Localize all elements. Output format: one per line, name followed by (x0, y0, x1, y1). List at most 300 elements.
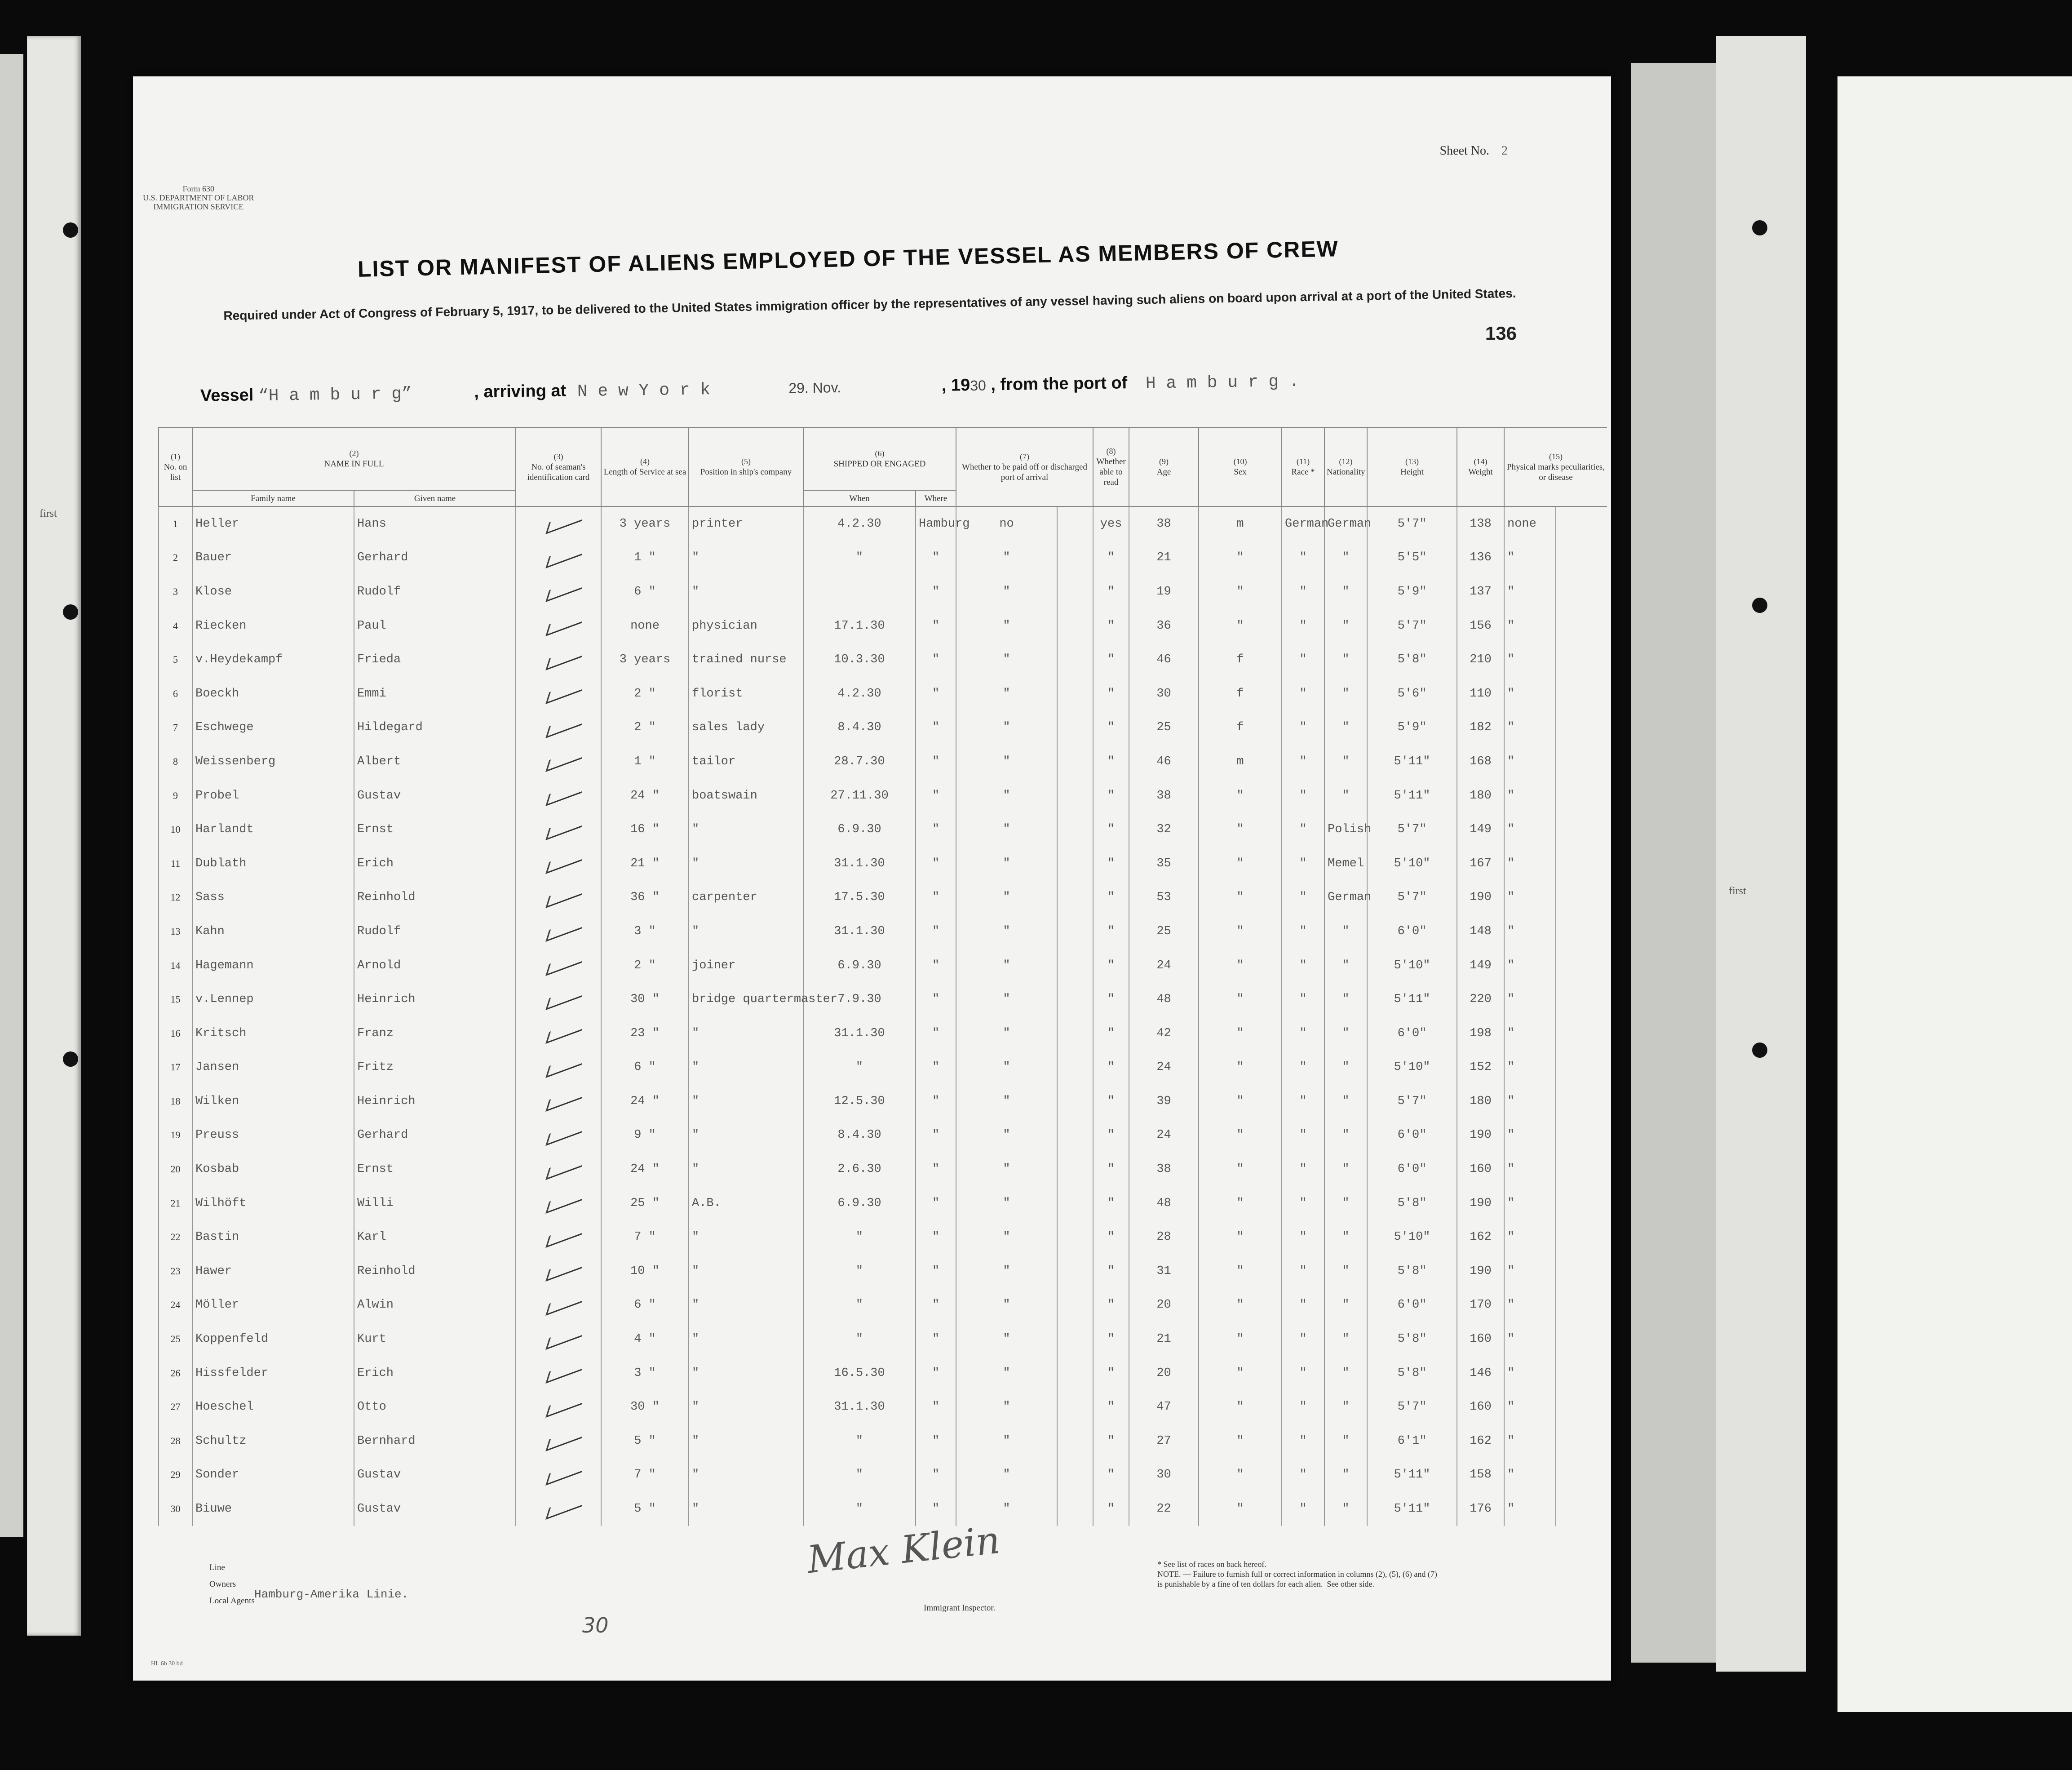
cell-no: 12 (159, 881, 192, 915)
cell-weight: 220 (1457, 982, 1504, 1016)
cell-paid: " (956, 1288, 1057, 1322)
cell-family: Schultz (192, 1424, 354, 1458)
cell-paid: " (956, 609, 1057, 643)
cell-family: Hagemann (192, 949, 354, 983)
cell-read: " (1093, 1118, 1129, 1153)
checkmark-icon (545, 1189, 585, 1214)
cell-family: Riecken (192, 609, 354, 643)
cell-nat: " (1324, 1152, 1367, 1186)
cell-no: 28 (159, 1424, 192, 1458)
cell-race: " (1282, 914, 1324, 949)
table-row (159, 1458, 1607, 1492)
cell-service: 6 " (601, 1051, 689, 1085)
arrival-port: N e w Y o r k (577, 380, 711, 402)
cell-family: v.Lennep (192, 982, 354, 1016)
cell-no: 22 (159, 1220, 192, 1254)
cell-race: " (1282, 541, 1324, 575)
page-number: 136 (1485, 323, 1517, 344)
cell-marks: " (1504, 812, 1555, 847)
cell-read: " (1093, 1254, 1129, 1288)
cell-where: " (916, 745, 956, 779)
cell-when: 2.6.30 (803, 1152, 916, 1186)
id-card-checkmark (516, 1424, 601, 1458)
cell-nat: " (1324, 1084, 1367, 1118)
cell-marks: " (1504, 575, 1555, 609)
punch-hole (63, 604, 78, 620)
table-row (159, 812, 1607, 847)
cell-blank (1057, 881, 1093, 915)
cell-given: Albert (354, 745, 516, 779)
cell-nat: German (1324, 881, 1367, 915)
checkmark-icon (545, 611, 585, 636)
manifest-title: LIST OR MANIFEST OF ALIENS EMPLOYED OF THE VESSEL AS MEMBERS OF CREW (357, 236, 1339, 282)
cell-when: 7.9.30 (803, 982, 916, 1016)
cell-read: " (1093, 1288, 1129, 1322)
cell-marks: " (1504, 541, 1555, 575)
cell-age: 25 (1129, 711, 1199, 745)
cell-sex: " (1199, 1390, 1282, 1424)
cell-sex: " (1199, 1492, 1282, 1526)
cell-when: " (803, 1220, 916, 1254)
cell-age: 38 (1129, 506, 1199, 541)
cell-service: 3 " (601, 914, 689, 949)
cell-paid: " (956, 1186, 1057, 1220)
cell-weight: 149 (1457, 949, 1504, 983)
cell-no: 18 (159, 1084, 192, 1118)
cell-nat: " (1324, 745, 1367, 779)
col-header-id-card: (3) No. of seaman's identification card (516, 427, 601, 506)
checkmark-icon (545, 747, 585, 772)
cell-nat: " (1324, 541, 1367, 575)
id-card-checkmark (516, 1084, 601, 1118)
table-row (159, 1152, 1607, 1186)
cell-service: 24 " (601, 1152, 689, 1186)
cell-age: 38 (1129, 1152, 1199, 1186)
cell-when: 31.1.30 (803, 1016, 916, 1051)
cell-age: 31 (1129, 1254, 1199, 1288)
cell-read: " (1093, 1492, 1129, 1526)
cell-service: none (601, 609, 689, 643)
cell-paid: " (956, 847, 1057, 881)
cell-read: " (1093, 1424, 1129, 1458)
cell-where: " (916, 541, 956, 575)
cell-age: 22 (1129, 1492, 1199, 1526)
cell-nat: " (1324, 643, 1367, 677)
cell-marks: " (1504, 1424, 1555, 1458)
checkmark-icon (545, 679, 585, 704)
cell-where: " (916, 881, 956, 915)
cell-weight: 168 (1457, 745, 1504, 779)
cell-service: 5 " (601, 1424, 689, 1458)
cell-no: 13 (159, 914, 192, 949)
cell-read: yes (1093, 506, 1129, 541)
cell-race: " (1282, 1390, 1324, 1424)
cell-blank (1057, 779, 1093, 813)
cell-height: 5'7" (1367, 506, 1457, 541)
cell-when: 6.9.30 (803, 1186, 916, 1220)
cell-marks: " (1504, 1051, 1555, 1085)
cell-position: carpenter (689, 881, 803, 915)
cell-read: " (1093, 914, 1129, 949)
cell-position: " (689, 541, 803, 575)
cell-weight: 198 (1457, 1016, 1504, 1051)
cell-blank (1057, 1084, 1093, 1118)
cell-no: 3 (159, 575, 192, 609)
cell-where: " (916, 949, 956, 983)
arrival-year: 30 (970, 377, 987, 394)
cell-blank (1556, 609, 1607, 643)
cell-blank (1556, 881, 1607, 915)
cell-paid: " (956, 1118, 1057, 1153)
cell-paid: " (956, 982, 1057, 1016)
cell-position: sales lady (689, 711, 803, 745)
id-card-checkmark (516, 1288, 601, 1322)
cell-blank (1556, 1152, 1607, 1186)
cell-race: " (1282, 982, 1324, 1016)
checkmark-icon (545, 1256, 585, 1282)
checkmark-icon (545, 509, 585, 534)
cell-sex: " (1199, 575, 1282, 609)
sheet-value: 2 (1501, 144, 1508, 158)
cell-blank (1057, 1458, 1093, 1492)
year-prefix: , 19 (941, 376, 970, 395)
cell-blank (1057, 609, 1093, 643)
cell-no: 9 (159, 779, 192, 813)
checkmark-icon (545, 1155, 585, 1180)
cell-marks: " (1504, 847, 1555, 881)
cell-nat: " (1324, 1492, 1367, 1526)
cell-blank (1556, 1288, 1607, 1322)
cell-family: Bastin (192, 1220, 354, 1254)
cell-blank (1556, 541, 1607, 575)
col-header-age: (9) Age (1129, 427, 1199, 506)
cell-race: " (1282, 711, 1324, 745)
cell-given: Gustav (354, 1492, 516, 1526)
cell-paid: " (956, 1051, 1057, 1085)
cell-when: " (803, 1424, 916, 1458)
cell-no: 24 (159, 1288, 192, 1322)
table-row (159, 677, 1607, 711)
checkmark-icon (545, 883, 585, 908)
cell-when: 6.9.30 (803, 949, 916, 983)
cell-weight: 167 (1457, 847, 1504, 881)
cell-when: 31.1.30 (803, 847, 916, 881)
cell-where: " (916, 1424, 956, 1458)
cell-marks: " (1504, 1288, 1555, 1322)
id-card-checkmark (516, 643, 601, 677)
cell-height: 6'0" (1367, 914, 1457, 949)
id-card-checkmark (516, 1254, 601, 1288)
cell-read: " (1093, 982, 1129, 1016)
from-port-label: , from the port of (991, 373, 1128, 395)
cell-service: 7 " (601, 1458, 689, 1492)
cell-weight: 160 (1457, 1322, 1504, 1356)
cell-race: " (1282, 1186, 1324, 1220)
cell-weight: 160 (1457, 1152, 1504, 1186)
cell-blank (1057, 1356, 1093, 1390)
cell-height: 5'8" (1367, 1254, 1457, 1288)
col-header-position: (5) Position in ship's company (689, 427, 803, 506)
cell-blank (1057, 1016, 1093, 1051)
cell-age: 20 (1129, 1288, 1199, 1322)
cell-blank (1556, 779, 1607, 813)
cell-age: 27 (1129, 1424, 1199, 1458)
cell-family: Preuss (192, 1118, 354, 1153)
checkmark-icon (545, 951, 585, 976)
cell-position: " (689, 1458, 803, 1492)
cell-blank (1556, 1322, 1607, 1356)
cell-height: 6'0" (1367, 1016, 1457, 1051)
cell-marks: " (1504, 1186, 1555, 1220)
cell-sex: " (1199, 812, 1282, 847)
cell-blank (1057, 643, 1093, 677)
table-row (159, 1322, 1607, 1356)
cell-position: " (689, 1220, 803, 1254)
cell-service: 9 " (601, 1118, 689, 1153)
cell-no: 1 (159, 506, 192, 541)
cell-paid: " (956, 575, 1057, 609)
cell-blank (1556, 949, 1607, 983)
cell-height: 5'8" (1367, 1356, 1457, 1390)
cell-no: 20 (159, 1152, 192, 1186)
checkmark-icon (545, 1393, 585, 1418)
inspector-label: Immigrant Inspector. (924, 1603, 996, 1613)
vessel-label: Vessel (200, 386, 254, 405)
cell-read: " (1093, 1356, 1129, 1390)
cell-marks: " (1504, 609, 1555, 643)
cell-no: 7 (159, 711, 192, 745)
table-row (159, 1084, 1607, 1118)
cell-sex: " (1199, 1220, 1282, 1254)
cell-nat: German (1324, 506, 1367, 541)
cell-nat: " (1324, 982, 1367, 1016)
cell-position: printer (689, 506, 803, 541)
cell-height: 5'8" (1367, 643, 1457, 677)
cell-when: 12.5.30 (803, 1084, 916, 1118)
cell-blank (1057, 745, 1093, 779)
owners-value: Hamburg-Amerika Linie. (254, 1588, 409, 1601)
id-card-checkmark (516, 609, 601, 643)
cell-nat: " (1324, 914, 1367, 949)
cell-height: 5'8" (1367, 1322, 1457, 1356)
cell-paid: " (956, 812, 1057, 847)
cell-blank (1057, 949, 1093, 983)
checkmark-icon (545, 1460, 585, 1486)
cell-position: trained nurse (689, 643, 803, 677)
cell-marks: " (1504, 914, 1555, 949)
adjacent-left-text: first (40, 508, 57, 519)
cell-when: " (803, 1458, 916, 1492)
cell-paid: " (956, 1254, 1057, 1288)
cell-read: " (1093, 881, 1129, 915)
cell-where: " (916, 1288, 956, 1322)
cell-service: 3 years (601, 506, 689, 541)
cell-sex: " (1199, 949, 1282, 983)
crew-manifest-table (158, 427, 1607, 1526)
cell-service: 5 " (601, 1492, 689, 1526)
checkmark-icon (545, 1053, 585, 1078)
cell-blank (1556, 914, 1607, 949)
cell-paid: " (956, 1458, 1057, 1492)
cell-position: boatswain (689, 779, 803, 813)
cell-given: Bernhard (354, 1424, 516, 1458)
cell-weight: 158 (1457, 1458, 1504, 1492)
cell-marks: " (1504, 949, 1555, 983)
cell-no: 11 (159, 847, 192, 881)
cell-family: v.Heydekampf (192, 643, 354, 677)
cell-given: Fritz (354, 1051, 516, 1085)
cell-blank (1556, 1220, 1607, 1254)
cell-nat: " (1324, 1186, 1367, 1220)
cell-race: " (1282, 1288, 1324, 1322)
cell-sex: " (1199, 1424, 1282, 1458)
cell-no: 8 (159, 745, 192, 779)
cell-nat: " (1324, 609, 1367, 643)
cell-weight: 190 (1457, 881, 1504, 915)
cell-family: Möller (192, 1288, 354, 1322)
cell-family: Probel (192, 779, 354, 813)
cell-service: 16 " (601, 812, 689, 847)
cell-age: 24 (1129, 949, 1199, 983)
cell-height: 5'9" (1367, 711, 1457, 745)
cell-when: 8.4.30 (803, 711, 916, 745)
cell-family: Klose (192, 575, 354, 609)
cell-position: " (689, 1118, 803, 1153)
cell-race: " (1282, 1254, 1324, 1288)
cell-paid: " (956, 779, 1057, 813)
cell-sex: " (1199, 779, 1282, 813)
cell-blank (1556, 847, 1607, 881)
cell-family: Kosbab (192, 1152, 354, 1186)
id-card-checkmark (516, 1016, 601, 1051)
cell-weight: 137 (1457, 575, 1504, 609)
cell-marks: " (1504, 1390, 1555, 1424)
cell-blank (1057, 1390, 1093, 1424)
cell-read: " (1093, 677, 1129, 711)
checkmark-icon (545, 849, 585, 874)
cell-family: Hissfelder (192, 1356, 354, 1390)
cell-given: Gustav (354, 1458, 516, 1492)
cell-paid: " (956, 1424, 1057, 1458)
cell-no: 17 (159, 1051, 192, 1085)
cell-given: Hildegard (354, 711, 516, 745)
cell-nat: " (1324, 1220, 1367, 1254)
cell-service: 1 " (601, 541, 689, 575)
cell-where: " (916, 1458, 956, 1492)
cell-paid: " (956, 1220, 1057, 1254)
id-card-checkmark (516, 541, 601, 575)
id-card-checkmark (516, 1186, 601, 1220)
cell-race: " (1282, 812, 1324, 847)
cell-service: 21 " (601, 847, 689, 881)
cell-position: " (689, 1016, 803, 1051)
cell-read: " (1093, 1152, 1129, 1186)
id-card-checkmark (516, 1322, 601, 1356)
col-header-sex: (10) Sex (1199, 427, 1282, 506)
cell-read: " (1093, 575, 1129, 609)
cell-marks: " (1504, 711, 1555, 745)
manifest-subtitle: Required under Act of Congress of February 5, 1917, to be delivered to the United States immigration officer by the representatives of any vessel having such aliens on board upon arrival at a port of the United States. (223, 286, 1516, 323)
cell-race: " (1282, 1084, 1324, 1118)
cell-no: 19 (159, 1118, 192, 1153)
cell-service: 36 " (601, 881, 689, 915)
cell-blank (1556, 1356, 1607, 1390)
adjacent-page-left (27, 36, 81, 1636)
cell-sex: f (1199, 643, 1282, 677)
cell-marks: " (1504, 677, 1555, 711)
cell-weight: 148 (1457, 914, 1504, 949)
col-header-shipped: (6) SHIPPED OR ENGAGED (803, 427, 956, 490)
cell-marks: " (1504, 1356, 1555, 1390)
cell-sex: " (1199, 1288, 1282, 1322)
cell-race: " (1282, 1051, 1324, 1085)
cell-where: " (916, 1390, 956, 1424)
cell-position: " (689, 1356, 803, 1390)
cell-given: Hans (354, 506, 516, 541)
id-card-checkmark (516, 847, 601, 881)
cell-blank (1556, 1051, 1607, 1085)
table-row (159, 745, 1607, 779)
cell-family: Bauer (192, 541, 354, 575)
table-row (159, 609, 1607, 643)
cell-family: Hoeschel (192, 1390, 354, 1424)
cell-position: " (689, 575, 803, 609)
cell-nat: " (1324, 1016, 1367, 1051)
cell-family: Sass (192, 881, 354, 915)
id-card-checkmark (516, 812, 601, 847)
cell-position: " (689, 812, 803, 847)
cell-no: 10 (159, 812, 192, 847)
cell-sex: " (1199, 609, 1282, 643)
table-row (159, 1254, 1607, 1288)
checkmark-icon (545, 917, 585, 942)
form-reference: Form 630 U.S. DEPARTMENT OF LABOR IMMIGRATION SERVICE (143, 184, 254, 211)
cell-position: " (689, 1390, 803, 1424)
cell-given: Erich (354, 1356, 516, 1390)
cell-weight: 190 (1457, 1254, 1504, 1288)
cell-when: 31.1.30 (803, 1390, 916, 1424)
table-row (159, 914, 1607, 949)
cell-paid: " (956, 949, 1057, 983)
cell-family: Kritsch (192, 1016, 354, 1051)
cell-race: " (1282, 779, 1324, 813)
cell-position: joiner (689, 949, 803, 983)
punch-hole (63, 222, 78, 238)
cell-height: 5'10" (1367, 847, 1457, 881)
cell-weight: 170 (1457, 1288, 1504, 1322)
cell-sex: " (1199, 1152, 1282, 1186)
id-card-checkmark (516, 711, 601, 745)
cell-position: " (689, 1084, 803, 1118)
col-header-nationality: (12) Nationality (1324, 427, 1367, 506)
cell-when: " (803, 1288, 916, 1322)
cell-race: " (1282, 1356, 1324, 1390)
cell-service: 4 " (601, 1322, 689, 1356)
id-card-checkmark (516, 1118, 601, 1153)
cell-paid: " (956, 1016, 1057, 1051)
cell-no: 4 (159, 609, 192, 643)
cell-family: Sonder (192, 1458, 354, 1492)
cell-position: bridge quartermaster (689, 982, 803, 1016)
cell-race: " (1282, 575, 1324, 609)
col-header-height: (13) Height (1367, 427, 1457, 506)
cell-height: 5'10" (1367, 1220, 1457, 1254)
cell-age: 42 (1129, 1016, 1199, 1051)
checkmark-icon (545, 713, 585, 738)
cell-read: " (1093, 1016, 1129, 1051)
id-card-checkmark (516, 779, 601, 813)
cell-read: " (1093, 1051, 1129, 1085)
